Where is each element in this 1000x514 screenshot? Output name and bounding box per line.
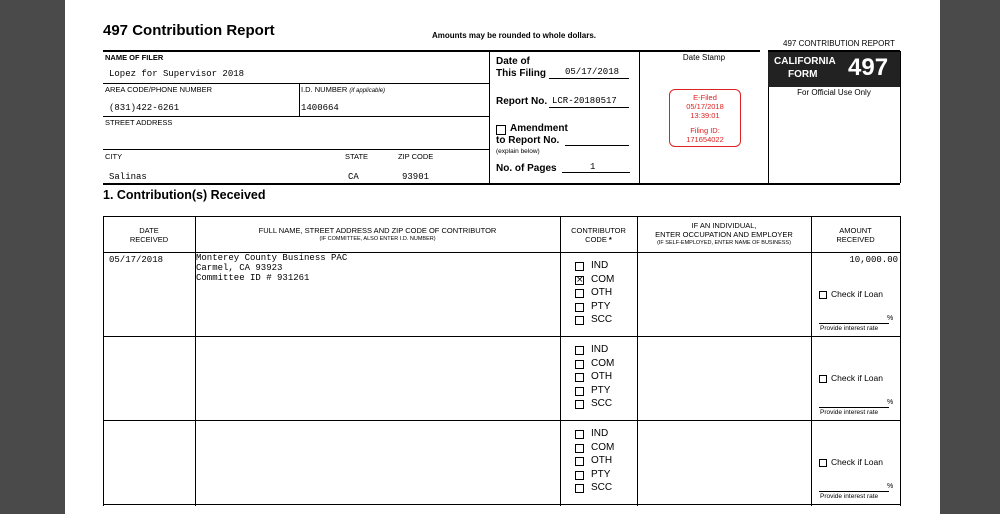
- phone-number: (831)422-6261: [109, 103, 180, 113]
- code-checkbox-pty[interactable]: [575, 387, 584, 396]
- state: CA: [348, 172, 359, 182]
- zip-label: ZIP CODE: [398, 152, 434, 161]
- col-amount-received: AMOUNT RECEIVED: [836, 226, 875, 244]
- code-checkbox-oth[interactable]: [575, 373, 584, 382]
- pages-label: No. of Pages: [496, 163, 557, 174]
- interest-rate-note: Provide interest rate: [820, 409, 879, 416]
- explain-below-note: (explain below): [496, 148, 540, 155]
- zip-code: 93901: [402, 172, 430, 182]
- loan-checkbox[interactable]: [819, 459, 827, 467]
- percent-sign: %: [887, 399, 894, 406]
- amendment-checkbox[interactable]: [496, 125, 506, 135]
- code-checkbox-com[interactable]: [575, 360, 584, 369]
- report-title: 497 Contribution Report: [103, 22, 275, 39]
- code-label-scc: SCC: [591, 314, 613, 325]
- code-label-scc: SCC: [591, 398, 613, 409]
- code-label-com: COM: [591, 357, 615, 369]
- code-checkbox-oth[interactable]: [575, 289, 584, 298]
- loan-checkbox[interactable]: [819, 375, 827, 383]
- california-form-box: [768, 52, 900, 87]
- report-number-label: Report No.: [496, 96, 548, 107]
- code-label-oth: OTH: [591, 287, 613, 298]
- form-label: FORM: [788, 69, 818, 80]
- california-label: CALIFORNIA: [774, 56, 836, 67]
- row-contributor-line-3: Committee ID # 931261: [196, 273, 310, 283]
- code-label-ind: IND: [591, 344, 609, 355]
- code-label-ind: IND: [591, 428, 609, 439]
- code-label-oth: OTH: [591, 371, 613, 382]
- code-label-com: COM: [591, 441, 615, 453]
- page-count: 1: [590, 162, 596, 172]
- code-label-scc: SCC: [591, 482, 613, 493]
- date-of-filing-label: Date of This Filing: [496, 56, 546, 79]
- code-label-pty: PTY: [591, 468, 611, 480]
- code-label-com: COM: [591, 273, 615, 285]
- code-label-pty: PTY: [591, 384, 611, 396]
- code-checkbox-ind[interactable]: [575, 346, 584, 355]
- row-date: 05/17/2018: [109, 255, 164, 265]
- check-if-loan-label: Check if Loan: [831, 457, 883, 467]
- interest-rate-note: Provide interest rate: [820, 493, 879, 500]
- id-number-label: I.D. NUMBER (if applicable): [301, 85, 386, 94]
- code-checkbox-com[interactable]: ×: [576, 274, 584, 285]
- col-contributor-code: CONTRIBUTOR CODE *: [571, 226, 626, 244]
- percent-sign: %: [887, 483, 894, 490]
- street-address-label: STREET ADDRESS: [105, 118, 173, 127]
- section-title: 1. Contribution(s) Received: [103, 188, 266, 202]
- col-contributor-name: FULL NAME, STREET ADDRESS AND ZIP CODE OF CONTRIBUTOR (IF COMMITTEE, ALSO ENTER I.D. NUMBER): [258, 226, 497, 242]
- code-checkbox-oth[interactable]: [575, 457, 584, 466]
- code-checkbox-scc[interactable]: [575, 316, 584, 325]
- rounding-note: Amounts may be rounded to whole dollars.: [432, 31, 597, 40]
- e-filed-stamp: E-Filed 05/17/2018 13:39:01 Filing ID: 171654022: [669, 89, 741, 147]
- filing-date: 05/17/2018: [565, 67, 620, 77]
- code-checkbox-scc[interactable]: [575, 484, 584, 493]
- report-number: LCR-20180517: [552, 96, 617, 106]
- state-label: STATE: [345, 152, 369, 161]
- form-reference: 497 CONTRIBUTION REPORT: [783, 39, 895, 48]
- code-checkbox-ind[interactable]: [575, 262, 584, 271]
- row-amount: 10,000.00: [849, 255, 898, 265]
- check-if-loan-label: Check if Loan: [831, 373, 883, 383]
- date-stamp-label: Date Stamp: [682, 53, 726, 62]
- code-checkbox-com[interactable]: [575, 444, 584, 453]
- row-contributor-line-2: Carmel, CA 93923: [196, 263, 283, 273]
- loan-checkbox[interactable]: [819, 291, 827, 299]
- amendment-label: Amendment: [510, 123, 568, 134]
- to-report-no-label: to Report No.: [496, 135, 560, 146]
- check-if-loan-label: Check if Loan: [831, 289, 883, 299]
- form-number: 497: [848, 54, 889, 81]
- form-page: [65, 0, 940, 514]
- code-checkbox-pty[interactable]: [575, 303, 584, 312]
- col-date-received: DATE RECEIVED: [129, 226, 169, 244]
- filer-name: Lopez for Supervisor 2018: [109, 69, 245, 79]
- percent-sign: %: [887, 315, 894, 322]
- code-label-ind: IND: [591, 260, 609, 271]
- phone-label: AREA CODE/PHONE NUMBER: [105, 85, 213, 94]
- filer-id-number: 1400664: [301, 103, 339, 113]
- code-label-oth: OTH: [591, 455, 613, 466]
- official-use-label: For Official Use Only: [797, 88, 871, 97]
- filer-name-label: NAME OF FILER: [105, 53, 164, 62]
- code-checkbox-pty[interactable]: [575, 471, 584, 480]
- row-contributor-line-1: Monterey County Business PAC: [196, 253, 348, 263]
- code-label-pty: PTY: [591, 300, 611, 312]
- code-checkbox-ind[interactable]: [575, 430, 584, 439]
- city: Salinas: [109, 172, 147, 182]
- code-checkbox-scc[interactable]: [575, 400, 584, 409]
- city-label: CITY: [105, 152, 123, 161]
- interest-rate-note: Provide interest rate: [820, 325, 879, 332]
- col-occupation-employer: IF AN INDIVIDUAL, ENTER OCCUPATION AND EMPLOYER (IF SELF-EMPLOYED, ENTER NAME OF BUSINESS): [655, 221, 793, 246]
